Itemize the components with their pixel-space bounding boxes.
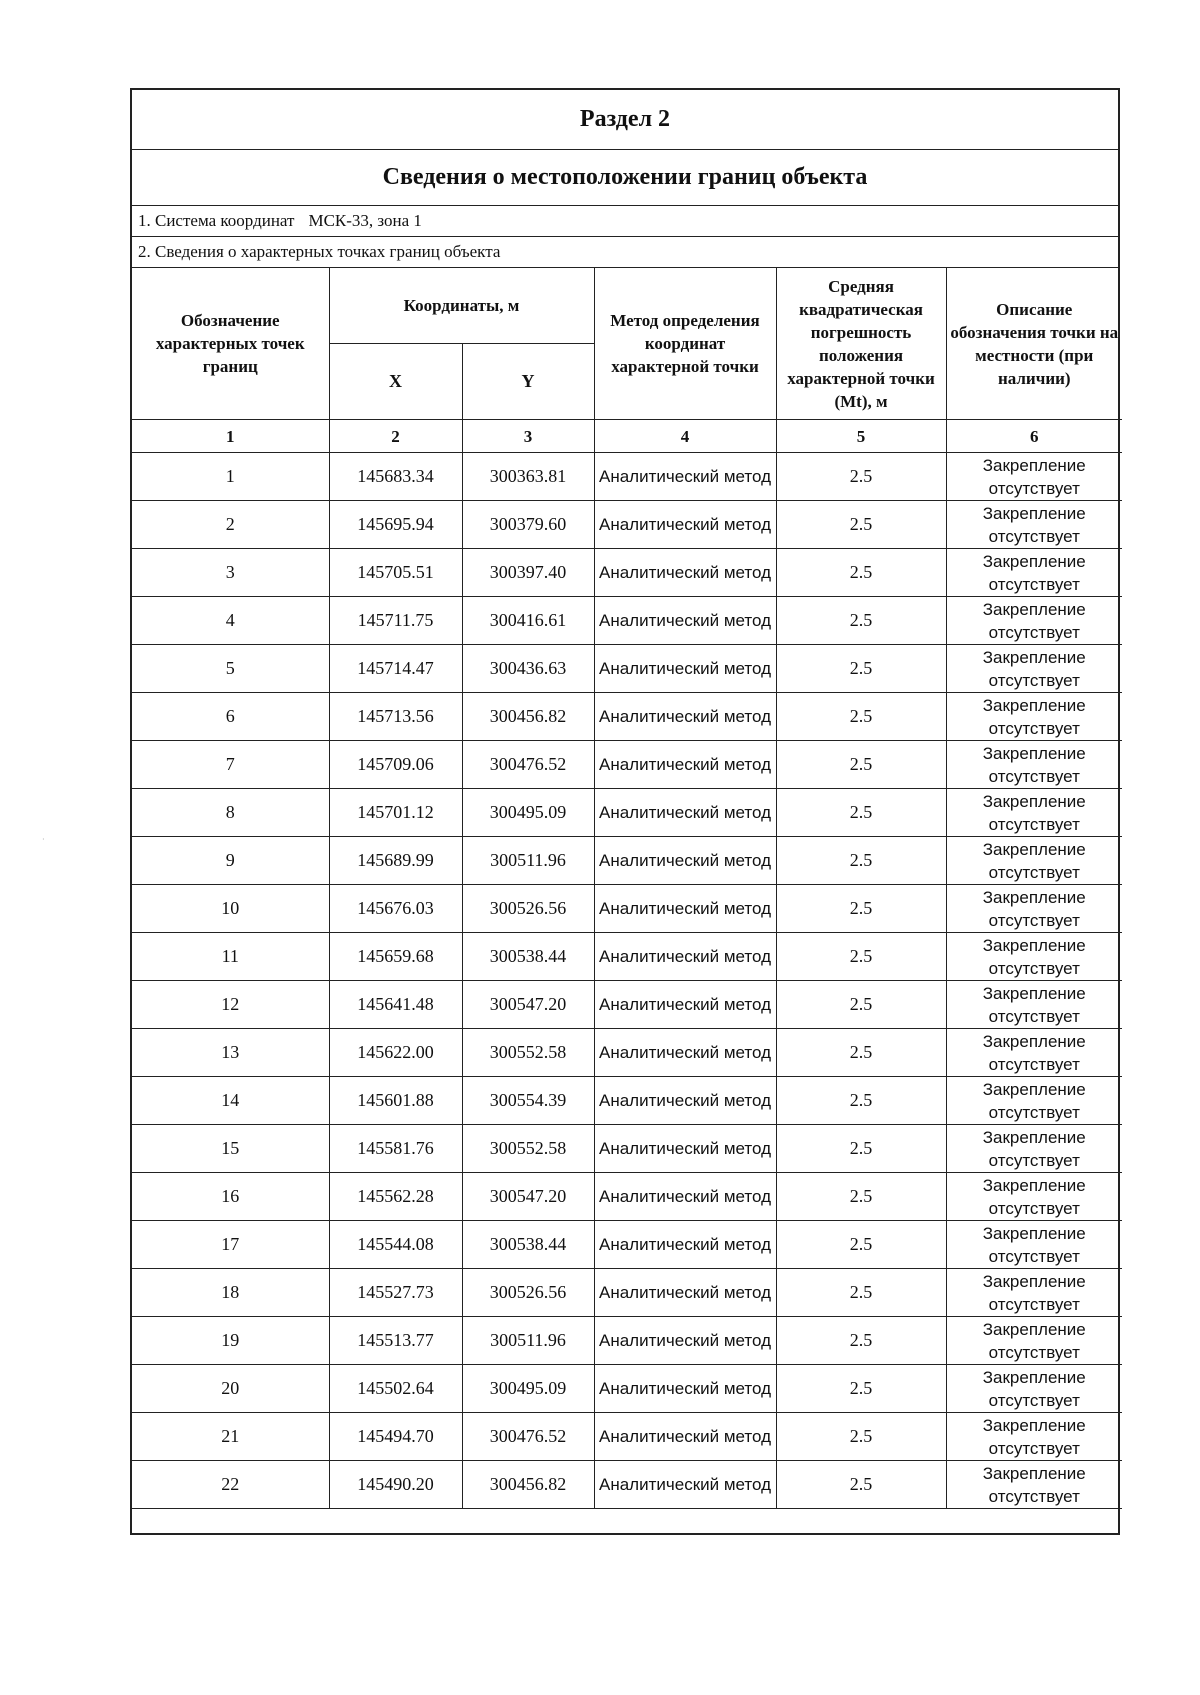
error-cell: 2.5 xyxy=(776,741,946,789)
coord-y: 300363.81 xyxy=(462,453,594,501)
coord-x: 145544.08 xyxy=(329,1221,462,1269)
coord-x: 145695.94 xyxy=(329,501,462,549)
coord-y: 300526.56 xyxy=(462,1269,594,1317)
column-number: 1 xyxy=(132,420,329,453)
description-cell: Закрепление отсутствует xyxy=(946,1077,1122,1125)
error-cell: 2.5 xyxy=(776,1125,946,1173)
boundary-points-table xyxy=(132,268,1122,1509)
table-row xyxy=(132,1413,1122,1461)
point-number: 18 xyxy=(132,1269,329,1317)
point-number: 9 xyxy=(132,837,329,885)
column-number-row xyxy=(132,420,1122,453)
coord-x: 145527.73 xyxy=(329,1269,462,1317)
coord-y: 300476.52 xyxy=(462,1413,594,1461)
description-cell: Закрепление отсутствует xyxy=(946,597,1122,645)
coord-x: 145562.28 xyxy=(329,1173,462,1221)
header-x: X xyxy=(329,344,462,420)
error-cell: 2.5 xyxy=(776,1365,946,1413)
description-cell: Закрепление отсутствует xyxy=(946,645,1122,693)
coord-x: 145701.12 xyxy=(329,789,462,837)
coord-x: 145641.48 xyxy=(329,981,462,1029)
error-cell: 2.5 xyxy=(776,453,946,501)
description-cell: Закрепление отсутствует xyxy=(946,1461,1122,1509)
column-number: 3 xyxy=(462,420,594,453)
coord-y: 300511.96 xyxy=(462,1317,594,1365)
description-cell: Закрепление отсутствует xyxy=(946,1029,1122,1077)
coord-y: 300476.52 xyxy=(462,741,594,789)
table-header-row xyxy=(132,268,1122,344)
coord-y: 300456.82 xyxy=(462,693,594,741)
table-row xyxy=(132,645,1122,693)
method-cell: Аналитический метод xyxy=(594,693,776,741)
method-cell: Аналитический метод xyxy=(594,741,776,789)
method-cell: Аналитический метод xyxy=(594,789,776,837)
points-heading: 2. Сведения о характерных точках границ объекта xyxy=(132,237,1118,268)
table-row xyxy=(132,741,1122,789)
coord-x: 145622.00 xyxy=(329,1029,462,1077)
coord-y: 300416.61 xyxy=(462,597,594,645)
header-description: Описание обозначения точки на местности (при наличии) xyxy=(946,268,1122,420)
coord-y: 300538.44 xyxy=(462,933,594,981)
header-y: Y xyxy=(462,344,594,420)
coord-x: 145659.68 xyxy=(329,933,462,981)
description-cell: Закрепление отсутствует xyxy=(946,1173,1122,1221)
coord-y: 300397.40 xyxy=(462,549,594,597)
description-cell: Закрепление отсутствует xyxy=(946,981,1122,1029)
method-cell: Аналитический метод xyxy=(594,645,776,693)
method-cell: Аналитический метод xyxy=(594,597,776,645)
description-cell: Закрепление отсутствует xyxy=(946,693,1122,741)
coord-y: 300495.09 xyxy=(462,789,594,837)
column-number: 6 xyxy=(946,420,1122,453)
point-number: 15 xyxy=(132,1125,329,1173)
point-number: 6 xyxy=(132,693,329,741)
method-cell: Аналитический метод xyxy=(594,1029,776,1077)
coord-system-label: 1. Система координат xyxy=(138,211,295,230)
coord-y: 300379.60 xyxy=(462,501,594,549)
point-number: 8 xyxy=(132,789,329,837)
table-row xyxy=(132,501,1122,549)
point-number: 4 xyxy=(132,597,329,645)
method-cell: Аналитический метод xyxy=(594,1173,776,1221)
point-number: 10 xyxy=(132,885,329,933)
point-number: 20 xyxy=(132,1365,329,1413)
description-cell: Закрепление отсутствует xyxy=(946,837,1122,885)
coord-y: 300547.20 xyxy=(462,1173,594,1221)
coord-x: 145713.56 xyxy=(329,693,462,741)
description-cell: Закрепление отсутствует xyxy=(946,501,1122,549)
coord-x: 145689.99 xyxy=(329,837,462,885)
description-cell: Закрепление отсутствует xyxy=(946,1221,1122,1269)
coord-y: 300552.58 xyxy=(462,1125,594,1173)
table-row xyxy=(132,1317,1122,1365)
point-number: 21 xyxy=(132,1413,329,1461)
error-cell: 2.5 xyxy=(776,1269,946,1317)
coord-system-value: МСК-33, зона 1 xyxy=(308,211,422,230)
coord-y: 300552.58 xyxy=(462,1029,594,1077)
coord-x: 145490.20 xyxy=(329,1461,462,1509)
coord-y: 300511.96 xyxy=(462,837,594,885)
description-cell: Закрепление отсутствует xyxy=(946,453,1122,501)
coord-y: 300495.09 xyxy=(462,1365,594,1413)
column-number: 5 xyxy=(776,420,946,453)
column-number: 4 xyxy=(594,420,776,453)
error-cell: 2.5 xyxy=(776,645,946,693)
error-cell: 2.5 xyxy=(776,789,946,837)
error-cell: 2.5 xyxy=(776,1029,946,1077)
table-row xyxy=(132,981,1122,1029)
coord-x: 145711.75 xyxy=(329,597,462,645)
method-cell: Аналитический метод xyxy=(594,837,776,885)
section-subtitle: Сведения о местоположении границ объекта xyxy=(132,150,1118,206)
section-title: Раздел 2 xyxy=(132,90,1118,150)
point-number: 3 xyxy=(132,549,329,597)
coord-y: 300554.39 xyxy=(462,1077,594,1125)
table-row xyxy=(132,933,1122,981)
error-cell: 2.5 xyxy=(776,1413,946,1461)
point-number: 22 xyxy=(132,1461,329,1509)
table-row xyxy=(132,693,1122,741)
error-cell: 2.5 xyxy=(776,597,946,645)
coord-x: 145581.76 xyxy=(329,1125,462,1173)
method-cell: Аналитический метод xyxy=(594,1221,776,1269)
point-number: 2 xyxy=(132,501,329,549)
error-cell: 2.5 xyxy=(776,1317,946,1365)
method-cell: Аналитический метод xyxy=(594,1269,776,1317)
description-cell: Закрепление отсутствует xyxy=(946,933,1122,981)
table-tail-spacer xyxy=(132,1509,1118,1533)
error-cell: 2.5 xyxy=(776,1461,946,1509)
coord-x: 145683.34 xyxy=(329,453,462,501)
point-number: 19 xyxy=(132,1317,329,1365)
scan-speck: · xyxy=(42,835,45,844)
description-cell: Закрепление отсутствует xyxy=(946,549,1122,597)
description-cell: Закрепление отсутствует xyxy=(946,1413,1122,1461)
header-coordinates: Координаты, м xyxy=(329,268,594,344)
coord-x: 145513.77 xyxy=(329,1317,462,1365)
error-cell: 2.5 xyxy=(776,549,946,597)
header-error: Средняя квадратическая погрешность положения характерной точки (Mt), м xyxy=(776,268,946,420)
coord-x: 145601.88 xyxy=(329,1077,462,1125)
coord-x: 145709.06 xyxy=(329,741,462,789)
method-cell: Аналитический метод xyxy=(594,1461,776,1509)
description-cell: Закрепление отсутствует xyxy=(946,1317,1122,1365)
error-cell: 2.5 xyxy=(776,837,946,885)
coord-y: 300436.63 xyxy=(462,645,594,693)
error-cell: 2.5 xyxy=(776,1221,946,1269)
table-row xyxy=(132,597,1122,645)
document-sheet xyxy=(130,88,1120,1535)
table-row xyxy=(132,1269,1122,1317)
error-cell: 2.5 xyxy=(776,933,946,981)
point-number: 12 xyxy=(132,981,329,1029)
header-designation: Обозначение характерных точек границ xyxy=(132,268,329,420)
coord-x: 145676.03 xyxy=(329,885,462,933)
method-cell: Аналитический метод xyxy=(594,1365,776,1413)
coord-y: 300526.56 xyxy=(462,885,594,933)
table-row xyxy=(132,549,1122,597)
error-cell: 2.5 xyxy=(776,981,946,1029)
table-row xyxy=(132,885,1122,933)
table-row xyxy=(132,1365,1122,1413)
description-cell: Закрепление отсутствует xyxy=(946,1125,1122,1173)
table-row xyxy=(132,1461,1122,1509)
point-number: 16 xyxy=(132,1173,329,1221)
coord-y: 300547.20 xyxy=(462,981,594,1029)
description-cell: Закрепление отсутствует xyxy=(946,885,1122,933)
method-cell: Аналитический метод xyxy=(594,549,776,597)
error-cell: 2.5 xyxy=(776,501,946,549)
description-cell: Закрепление отсутствует xyxy=(946,741,1122,789)
point-number: 7 xyxy=(132,741,329,789)
table-row xyxy=(132,789,1122,837)
method-cell: Аналитический метод xyxy=(594,933,776,981)
method-cell: Аналитический метод xyxy=(594,885,776,933)
description-cell: Закрепление отсутствует xyxy=(946,1365,1122,1413)
coord-x: 145494.70 xyxy=(329,1413,462,1461)
point-number: 1 xyxy=(132,453,329,501)
error-cell: 2.5 xyxy=(776,1077,946,1125)
table-row xyxy=(132,1125,1122,1173)
method-cell: Аналитический метод xyxy=(594,1125,776,1173)
description-cell: Закрепление отсутствует xyxy=(946,1269,1122,1317)
table-row xyxy=(132,1173,1122,1221)
method-cell: Аналитический метод xyxy=(594,981,776,1029)
coord-system-line xyxy=(132,206,1118,237)
coord-y: 300456.82 xyxy=(462,1461,594,1509)
column-number: 2 xyxy=(329,420,462,453)
point-number: 17 xyxy=(132,1221,329,1269)
description-cell: Закрепление отсутствует xyxy=(946,789,1122,837)
method-cell: Аналитический метод xyxy=(594,1317,776,1365)
error-cell: 2.5 xyxy=(776,1173,946,1221)
table-row xyxy=(132,453,1122,501)
table-row xyxy=(132,1221,1122,1269)
header-method: Метод определения координат характерной точки xyxy=(594,268,776,420)
point-number: 13 xyxy=(132,1029,329,1077)
table-row xyxy=(132,837,1122,885)
method-cell: Аналитический метод xyxy=(594,501,776,549)
coord-x: 145502.64 xyxy=(329,1365,462,1413)
coord-x: 145705.51 xyxy=(329,549,462,597)
coord-y: 300538.44 xyxy=(462,1221,594,1269)
point-number: 14 xyxy=(132,1077,329,1125)
method-cell: Аналитический метод xyxy=(594,453,776,501)
point-number: 11 xyxy=(132,933,329,981)
point-number: 5 xyxy=(132,645,329,693)
table-row xyxy=(132,1077,1122,1125)
method-cell: Аналитический метод xyxy=(594,1413,776,1461)
table-body xyxy=(132,453,1122,1509)
table-row xyxy=(132,1029,1122,1077)
coord-x: 145714.47 xyxy=(329,645,462,693)
error-cell: 2.5 xyxy=(776,693,946,741)
error-cell: 2.5 xyxy=(776,885,946,933)
method-cell: Аналитический метод xyxy=(594,1077,776,1125)
